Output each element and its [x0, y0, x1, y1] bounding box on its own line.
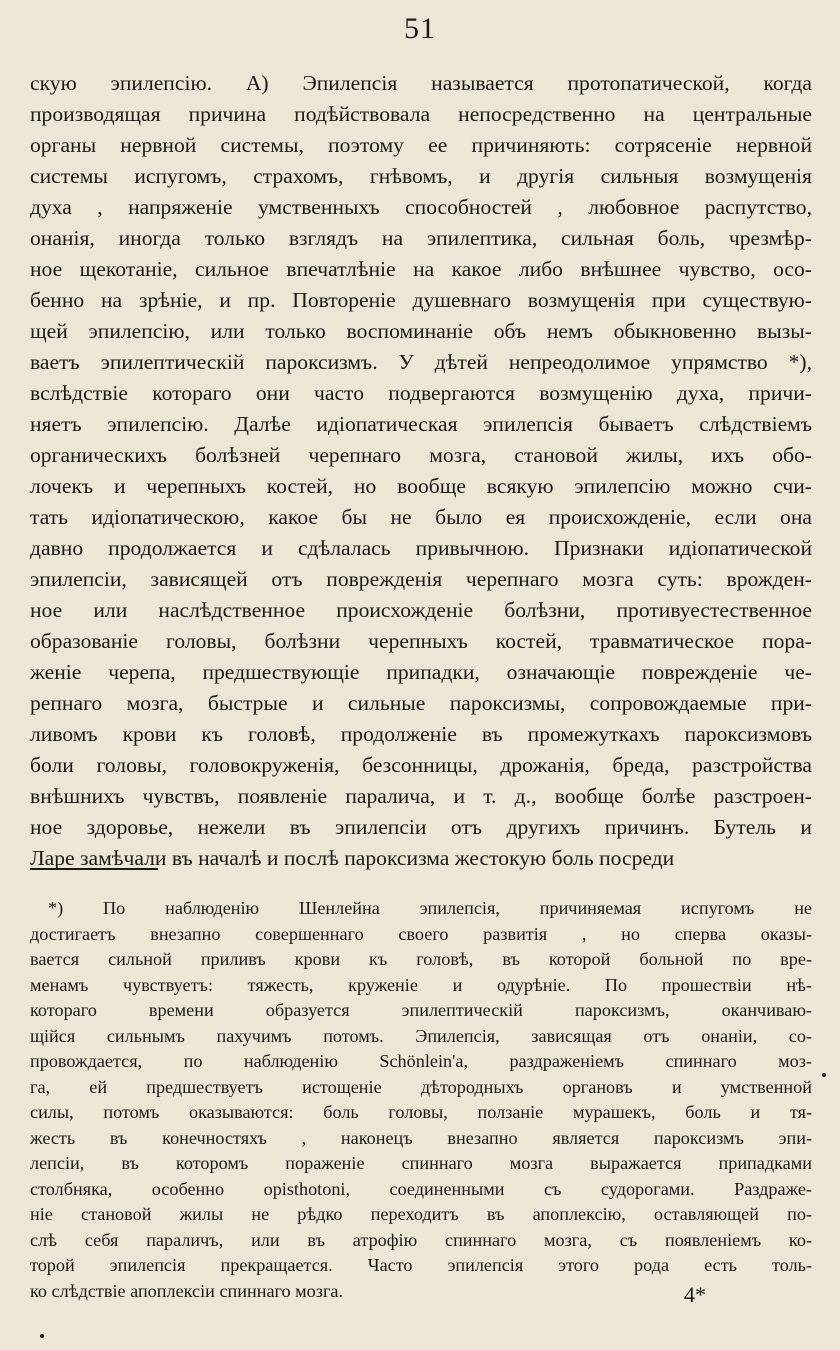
text-line: онанія, иногда только взглядъ на эпилептика, сильная боль, чрезмѣр-	[30, 226, 812, 250]
printer-signature-mark: 4*	[684, 1282, 706, 1307]
text-line: боли головы, головокруженія, безсонницы, дрожанія, бреда, разстройства	[30, 753, 812, 777]
footnote-line: менамъ чувствуетъ: тяжесть, круженіе и одурѣніе. По прошествіи нѣ-	[30, 974, 812, 995]
footnote-line: лепсіи, въ которомъ пораженіе спиннаго мозга выражается припадками	[30, 1153, 812, 1173]
text-line: системы испугомъ, страхомъ, гнѣвомъ, и другія сильныя возмущенія	[30, 164, 812, 188]
text-line: скую эпилепсію. А) Эпилепсія называется протопатической, когда	[30, 71, 812, 95]
ink-speck	[822, 1073, 826, 1077]
footnote-line: га, ей предшествуетъ истощеніе дѣтородныхъ органовъ и умственной	[30, 1076, 812, 1097]
footnote-line: щійся сильнымъ пахучимъ потомъ. Эпилепсія, зависящая отъ онаніи, со-	[30, 1025, 812, 1046]
footnote-line: *) По наблюденію Шенлейна эпилепсія, причиняемая испугомъ не	[48, 898, 812, 918]
text-line: духа , напряженіе умственныхъ способностей , любовное распутство,	[30, 195, 812, 219]
text-line: внѣшнихъ чувствъ, появленіе паралича, и т. д., вообще болѣе разстроен-	[30, 784, 812, 808]
text-line: давно продолжается и сдѣлалась привычною. Признаки идіопатической	[30, 536, 812, 560]
footnote-line: вается сильной приливъ крови къ головѣ, въ которой больной по вре-	[30, 949, 812, 969]
text-line: репнаго мозга, быстрые и сильные пароксизмы, сопровождаемые при-	[30, 691, 812, 715]
text-line: эпилепсіи, зависящей отъ поврежденія черепнаго мозга суть: врожден-	[30, 567, 812, 591]
text-line: няетъ эпилепсію. Далѣе идіопатическая эпилепсія бываетъ слѣдствіемъ	[30, 412, 812, 436]
footnote-line: торой эпилепсія прекращается. Часто эпилепсія этого рода есть толь-	[30, 1255, 812, 1275]
text-line: женіе черепа, предшествующіе припадки, означающіе поврежденіе че-	[30, 660, 812, 684]
footnote	[30, 896, 812, 1304]
footnote-line: столбняка, особенно opisthotoni, соединенными съ судорогами. Раздраже-	[30, 1178, 812, 1199]
page-number: 51	[404, 12, 436, 45]
footnote-separator	[30, 868, 158, 870]
text-line: ное щекотаніе, сильное впечатлѣніе на какое либо внѣшнее чувство, осо-	[30, 257, 812, 281]
footnote-line: слѣ себя параличъ, или въ атрофію спиннаго мозга, съ появленіемъ ко-	[30, 1229, 812, 1250]
text-line: органическихъ болѣзней черепнаго мозга, становой жилы, ихъ обо-	[30, 443, 812, 467]
text-line: образованіе головы, болѣзни черепныхъ костей, травматическое пора-	[30, 629, 812, 653]
text-line: бенно на зрѣніе, и пр. Повтореніе душевнаго возмущенія при существую-	[30, 288, 812, 312]
footnote-line: жесть въ конечностяхъ , наконецъ внезапно является пароксизмъ эпи-	[30, 1127, 812, 1148]
footnote-line: ніе становой жилы не рѣдко переходитъ въ апоплексію, оставляющей по-	[30, 1204, 812, 1224]
text-line: органы нервной системы, поэтому ее причиняють: сотрясеніе нервной	[30, 133, 812, 157]
text-line: производящая причина подѣйствовала непосредственно на центральные	[30, 102, 812, 126]
footnote-line: достигаетъ внезапно совершеннаго своего развитія , но сперва оказы-	[30, 923, 812, 944]
text-line: ное здоровье, нежели въ эпилепсіи отъ другихъ причинъ. Бутель и	[30, 815, 812, 839]
footnote-line: силы, потомъ оказываются: боль головы, ползаніе мурашекъ, боль и тя-	[30, 1102, 812, 1122]
main-text	[30, 68, 812, 874]
text-line: щей эпилепсію, или только воспоминаніе объ немъ обыкновенно вызы-	[30, 319, 812, 343]
text-line: ное или наслѣдственное происхожденіе болѣзни, противуестественное	[30, 598, 812, 622]
text-line: ливомъ крови къ головѣ, продолженіе въ промежуткахъ пароксизмовъ	[30, 722, 812, 746]
text-line: лочекъ и черепныхъ костей, но вообще всякую эпилепсію можно счи-	[30, 474, 812, 498]
ink-speck	[40, 1334, 44, 1338]
footnote-line: ко слѣдствіе апоплексіи спиннаго мозга.	[30, 1280, 344, 1301]
text-line: ваетъ эпилептическій пароксизмъ. У дѣтей непреодолимое упрямство *),	[30, 350, 812, 374]
footnote-line: котораго времени образуется эпилептическій пароксизмъ, оканчиваю-	[30, 1000, 812, 1020]
text-line: тать идіопатическою, какое бы не было ея происхожденіе, если она	[30, 505, 812, 529]
text-line: Ларе замѣчали въ началѣ и послѣ пароксизма жестокую боль посреди	[30, 846, 675, 870]
footnote-line: провождается, по наблюденію Schönlein'а, раздраженіемъ спиннаго моз-	[30, 1051, 812, 1071]
text-line: вслѣдствіе котораго они часто подвергаются возмущенію духа, причи-	[30, 381, 812, 405]
